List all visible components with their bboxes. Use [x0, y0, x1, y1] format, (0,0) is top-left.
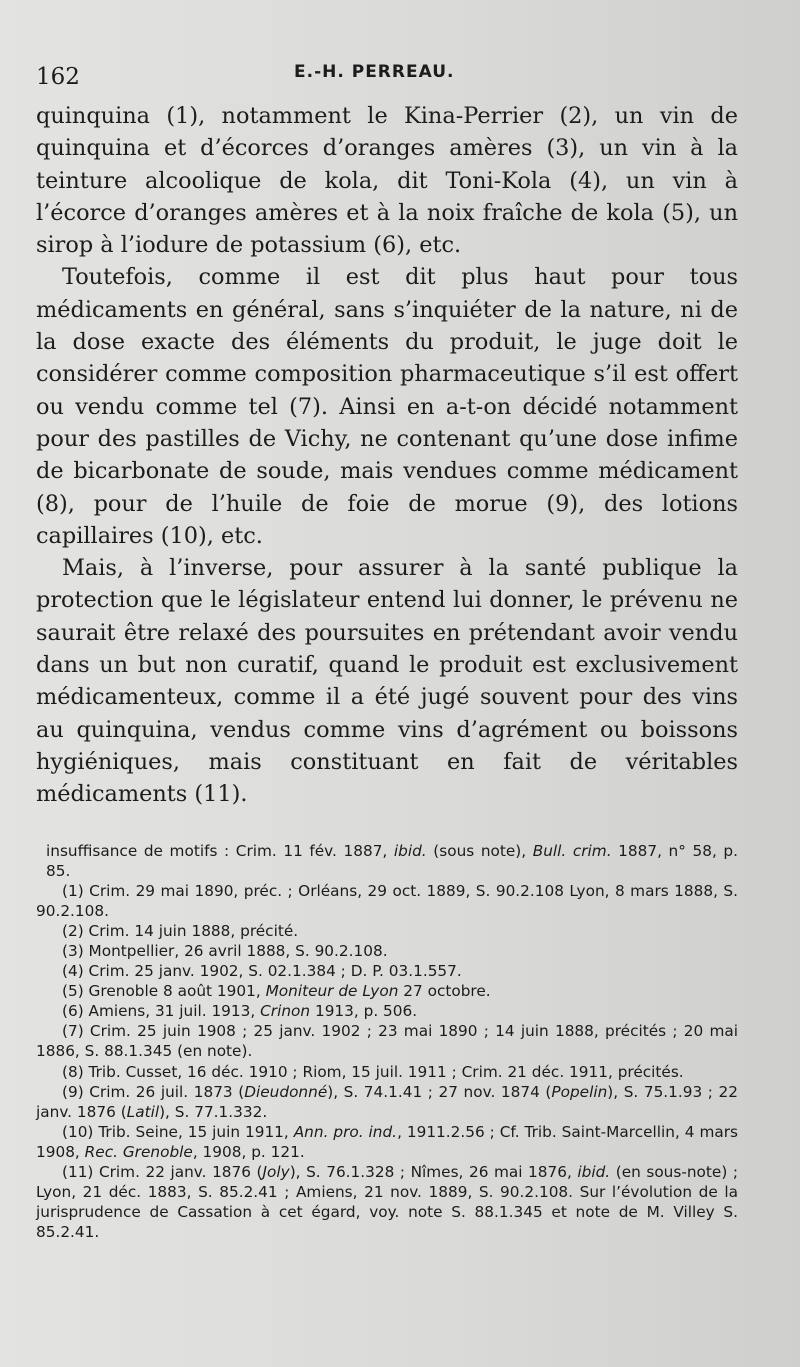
fn-text: (10) Trib. Seine, 15 juin 1911,	[62, 1122, 294, 1141]
footnote-3: (3) Montpellier, 26 avril 1888, S. 90.2.108.	[62, 942, 388, 960]
fn-text: , 1911.2.56 ; Cf. Trib. Saint-Marcellin, 4 mars 1908,	[36, 1122, 738, 1161]
fn-text: , 1908, p. 121.	[192, 1142, 305, 1161]
fn-italic: Bull. crim.	[532, 841, 612, 860]
footnote-2: (2) Crim. 14 juin 1888, précité.	[62, 921, 299, 940]
footnote-4: (4) Crim. 25 janv. 1902, S. 02.1.384 ; D. P. 03.1.557.	[62, 962, 462, 981]
fn-text: (sous note),	[426, 841, 533, 860]
fn-text: ), S. 74.1.41 ; 27 nov. 1874 (	[327, 1082, 552, 1101]
fn-text: insuffisance de motifs : Crim. 11 fév. 1887,	[46, 841, 394, 860]
footnote-11	[36, 1162, 738, 1242]
page-number: 162	[36, 64, 80, 90]
fn-italic: Joly	[262, 1163, 290, 1182]
footnote-continuation	[36, 841, 738, 881]
fn-text: ), S. 75.1.93 ; 22 janv. 1876 (	[36, 1082, 739, 1121]
footnote-6	[36, 1001, 738, 1021]
fn-text: 27 octobre.	[398, 982, 491, 1001]
fn-italic: Dieudonné	[244, 1082, 328, 1101]
paragraph-3: Mais, à l’inverse, pour assurer à la santé publique la protection que le législateur entend lui donner, le prévenu ne saurait être relaxé des poursuites en prétendant avoir vendu dans un but non curatif, quand le produit est exclusivement médicamenteux, comme il a été jugé souvent pour des vins au quinquina, vendus comme vins d’agrément ou boissons hygiéniques, mais constituant en fait de véritables médicaments (11).	[36, 555, 738, 808]
fn-text: ), S. 77.1.332.	[159, 1102, 268, 1121]
footnote-8: (8) Trib. Cusset, 16 déc. 1910 ; Riom, 15 juil. 1911 ; Crim. 21 déc. 1911, précités.	[62, 1062, 684, 1081]
fn-text: (6) Amiens, 31 juil. 1913,	[62, 1002, 261, 1021]
footnote-1: (1) Crim. 29 mai 1890, préc. ; Orléans, 29 oct. 1889, S. 90.2.108 Lyon, 8 mars 1888, S. 90.2.108.	[36, 881, 738, 920]
paragraph-2: Toutefois, comme il est dit plus haut pour tous médicaments en général, sans s’inquiéter de la nature, ni de la dose exacte des éléments du produit, le juge doit le considérer comme composition pharmaceutique s’il est offert ou vendu comme tel (7). Ainsi en a-t-on décidé notamment pour des pastilles de Vichy, ne contenant qu’une dose infime de bicarbonate de soude, mais vendues comme médicament (8), pour de l’huile de foie de morue (9), des lotions capillaires (10), etc.	[36, 264, 738, 549]
fn-text: 1913, p. 506.	[310, 1002, 418, 1021]
footnotes	[36, 841, 738, 1243]
footnote-5	[36, 981, 738, 1001]
fn-italic: ibid.	[393, 841, 427, 860]
running-head: E.-H. PERREAU.	[294, 62, 455, 82]
page-header	[36, 56, 738, 100]
fn-italic: Rec. Grenoble	[84, 1142, 193, 1161]
fn-text: (en sous-note) ; Lyon, 21 déc. 1883, S. 85.2.41 ; Amiens, 21 nov. 1889, S. 90.2.108. Sur l’évolution de la jurisprudence de Cassation à cet égard, voy. note S. 88.1.345 et note de M. Villey S. 85.2.41.	[36, 1163, 738, 1242]
fn-italic: Moniteur de Lyon	[265, 982, 399, 1001]
fn-text: (9) Crim. 26 juil. 1873 (	[62, 1082, 245, 1101]
fn-text: 1887, n° 58, p. 85.	[46, 841, 738, 880]
fn-italic: Ann. pro. ind.	[293, 1122, 398, 1141]
fn-italic: Popelin	[551, 1082, 608, 1101]
footnote-9	[36, 1082, 738, 1122]
fn-italic: Crinon	[260, 1002, 311, 1021]
fn-text: (5) Grenoble 8 août 1901,	[62, 982, 266, 1001]
fn-italic: ibid.	[577, 1163, 611, 1182]
fn-text: ), S. 76.1.328 ; Nîmes, 26 mai 1876,	[289, 1163, 578, 1182]
fn-italic: Latil	[126, 1102, 160, 1121]
footnote-7: (7) Crim. 25 juin 1908 ; 25 janv. 1902 ; 23 mai 1890 ; 14 juin 1888, précités ; 20 mai 1886, S. 88.1.345 (en note).	[36, 1022, 738, 1061]
fn-text: (11) Crim. 22 janv. 1876 (	[62, 1163, 263, 1182]
paragraph-1: quinquina (1), notamment le Kina-Perrier (2), un vin de quinquina et d’écorces d’oranges amères (3), un vin à la teinture alcoolique de kola, dit Toni-Kola (4), un vin à l’écorce d’oranges amères et à la noix fraîche de kola (5), un sirop à l’iodure de potassium (6), etc.	[36, 103, 738, 259]
footnote-10	[36, 1122, 738, 1162]
main-text	[36, 100, 738, 811]
